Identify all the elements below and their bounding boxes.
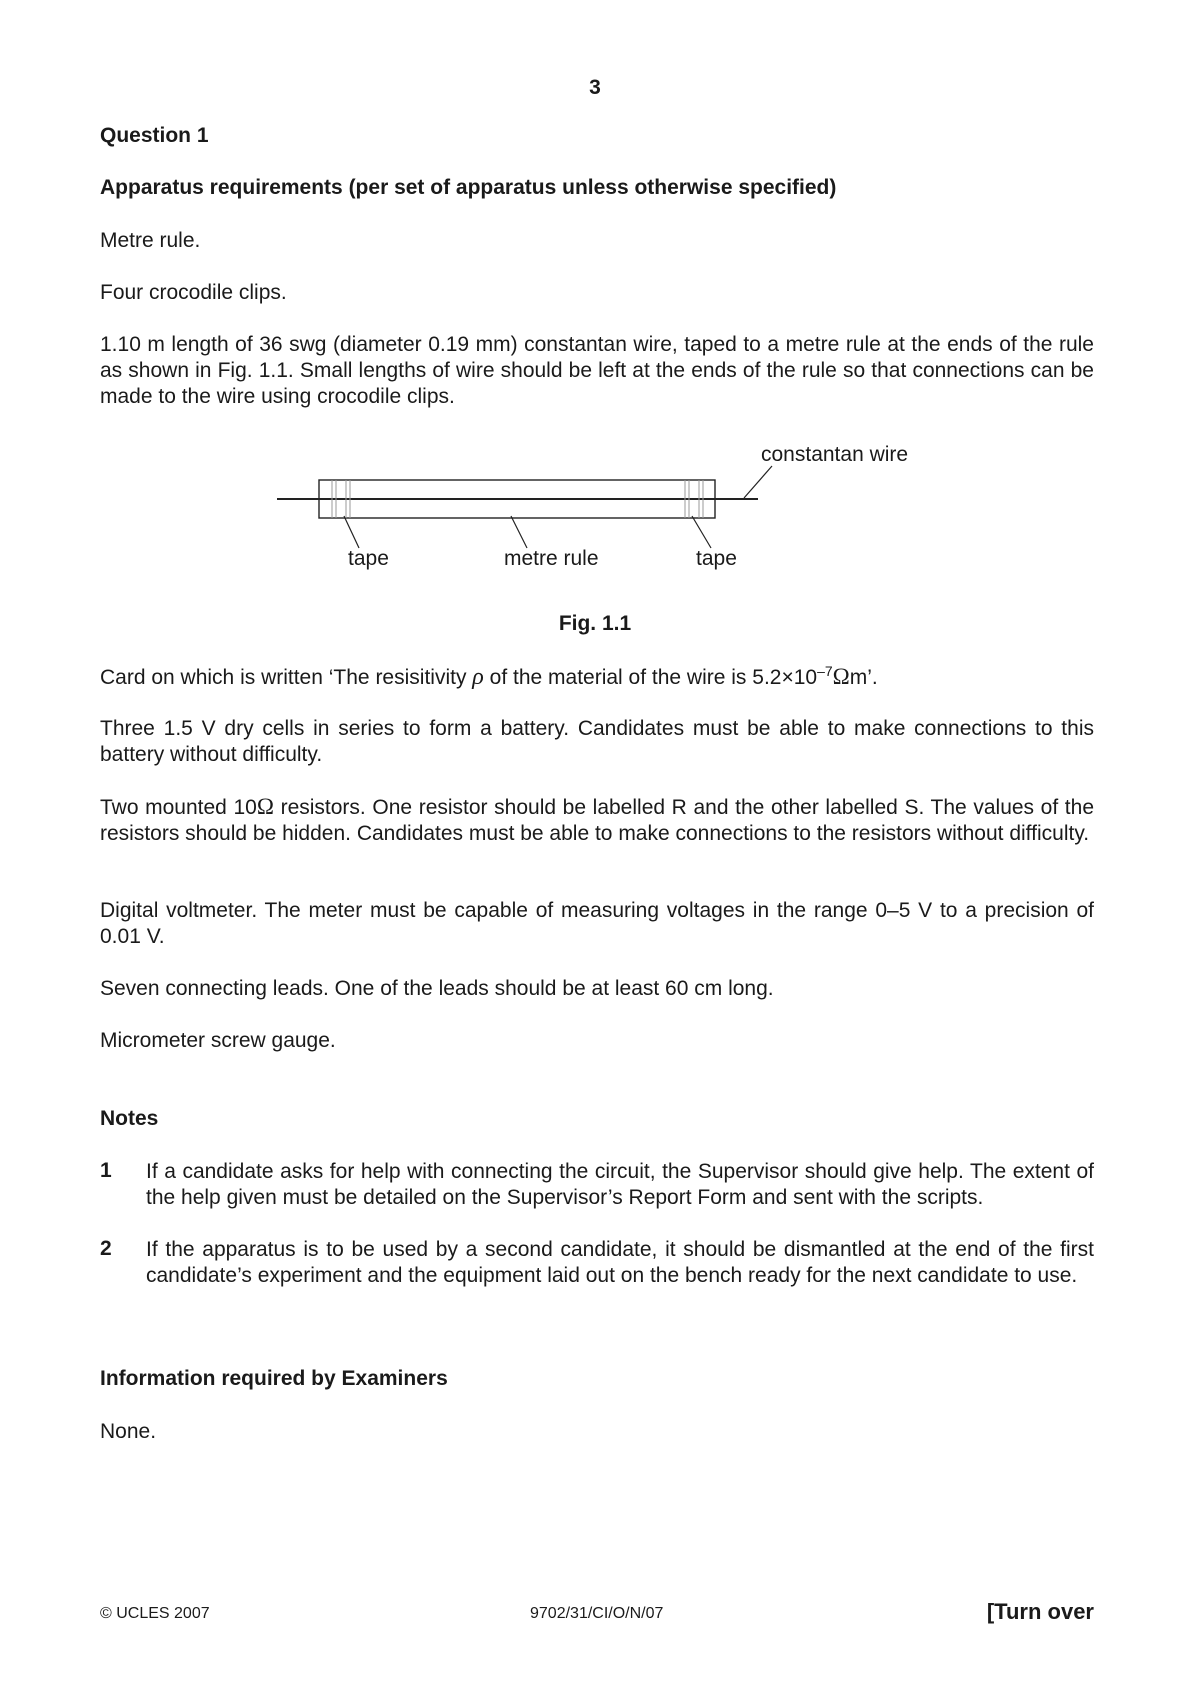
exponent: –7 bbox=[817, 663, 833, 679]
item-crocodile-clips: Four crocodile clips. bbox=[100, 281, 287, 304]
label-constantan-wire: constantan wire bbox=[761, 443, 909, 466]
item-card bbox=[100, 664, 1094, 691]
leader-tape-left bbox=[344, 516, 359, 548]
item-resistors bbox=[100, 794, 1094, 847]
note-number: 2 bbox=[100, 1237, 112, 1260]
leader-metre-rule bbox=[511, 516, 527, 548]
item-micrometer: Micrometer screw gauge. bbox=[100, 1029, 336, 1052]
footer-copyright: © UCLES 2007 bbox=[100, 1605, 210, 1622]
leader-tape-right bbox=[692, 516, 711, 548]
label-metre-rule: metre rule bbox=[504, 547, 599, 570]
footer-code: 9702/31/CI/O/N/07 bbox=[530, 1605, 664, 1622]
card-text-1: Card on which is written ‘The resisitivity bbox=[100, 666, 473, 689]
item-wire: 1.10 m length of 36 swg (diameter 0.19 mm) constantan wire, taped to a metre rule at the ends of the rule as shown in Fig. 1.1. Small lengths of wire should be left at the ends of the rule so that connections can be made to the wire using crocodile clips. bbox=[100, 333, 1094, 408]
label-tape-left: tape bbox=[348, 547, 389, 570]
resistors-text-1: Two mounted 10 bbox=[100, 796, 257, 819]
leader-wire bbox=[744, 466, 772, 498]
note-text: If the apparatus is to be used by a second candidate, it should be dismantled at the end of the first candidate’s experiment and the equipment laid out on the bench ready for the next candidate to use. bbox=[146, 1238, 1094, 1287]
label-tape-right: tape bbox=[696, 547, 737, 570]
omega-symbol: Ω bbox=[832, 664, 850, 689]
resistors-text-2: resistors. One resistor should be labelled R and the other labelled S. The values of the resistors should be hidden. Candidates must be able to make connections to the resistors without difficulty. bbox=[100, 796, 1095, 845]
omega-symbol: Ω bbox=[256, 794, 274, 819]
info-heading: Information required by Examiners bbox=[100, 1367, 448, 1390]
rho-symbol: ρ bbox=[472, 664, 484, 690]
card-text-2: of the material of the wire is 5.2×10 bbox=[483, 666, 818, 689]
question-heading: Question 1 bbox=[100, 124, 209, 147]
apparatus-heading: Apparatus requirements (per set of apparatus unless otherwise specified) bbox=[100, 176, 837, 199]
item-leads: Seven connecting leads. One of the leads should be at least 60 cm long. bbox=[100, 977, 774, 1000]
item-metre-rule: Metre rule. bbox=[100, 229, 201, 252]
info-text: None. bbox=[100, 1420, 157, 1443]
page-number: 3 bbox=[589, 76, 601, 99]
note-text: If a candidate asks for help with connecting the circuit, the Supervisor should give help. The extent of the help given must be detailed on the Supervisor’s Report Form and sent with the scripts. bbox=[146, 1160, 1094, 1209]
notes-heading: Notes bbox=[100, 1107, 159, 1130]
card-text-3: m’. bbox=[849, 666, 878, 689]
figure-caption: Fig. 1.1 bbox=[558, 612, 632, 635]
item-battery: Three 1.5 V dry cells in series to form a battery. Candidates must be able to make connections to this battery without difficulty. bbox=[100, 717, 1094, 766]
note-number: 1 bbox=[100, 1159, 112, 1182]
item-voltmeter: Digital voltmeter. The meter must be capable of measuring voltages in the range 0–5 V to a precision of 0.01 V. bbox=[100, 899, 1094, 948]
turn-over: [Turn over bbox=[986, 1599, 1094, 1624]
